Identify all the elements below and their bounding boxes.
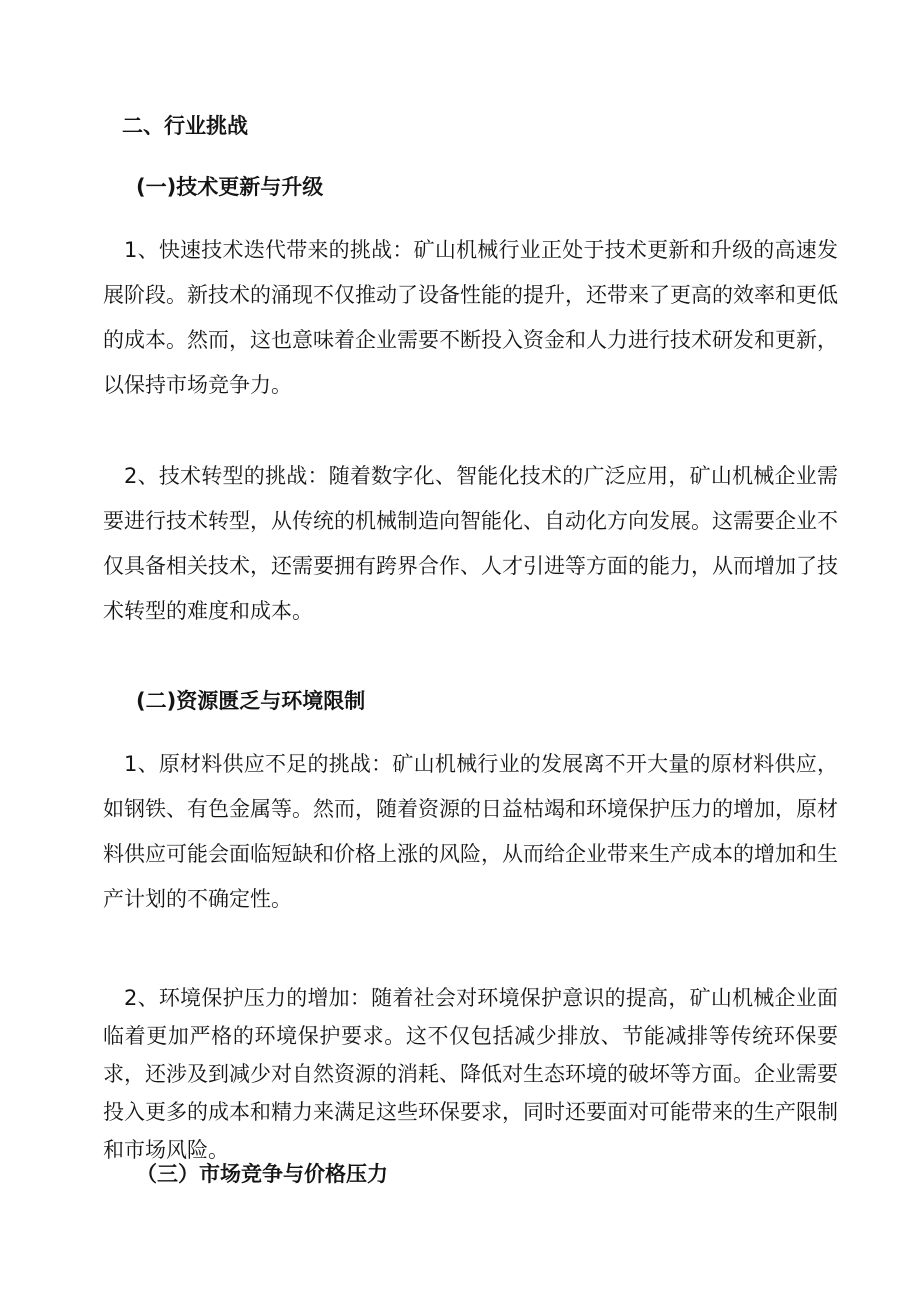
paragraph-environmental-pressure: 2、环境保护压力的增加：随着社会对环境保护意识的提高，矿山机械企业面临着更加严格的环境保护要求。这不仅包括减少排放、节能减排等传统环保要求，还涉及到减少对自然资源的消耗、降低对生态环境的破坏等方面。企业需要投入更多的成本和精力来满足这些环保要求，同时还要面对可能带来的生产限制和市场风险。: [103, 986, 838, 1162]
section-heading: 二、行业挑战: [122, 114, 248, 138]
subsection-heading-2: (二)资源匮乏与环境限制: [136, 689, 366, 713]
subsection-heading-1: (一)技术更新与升级: [136, 175, 324, 199]
subsection-heading-3: （三）市场竞争与价格压力: [136, 1162, 388, 1186]
paragraph-tech-iteration: 1、快速技术迭代带来的挑战：矿山机械行业正处于技术更新和升级的高速发展阶段。新技术的涌现不仅推动了设备性能的提升，还带来了更高的效率和更低的成本。然而，这也意味着企业需要不断投入资金和人力进行技术研发和更新，以保持市场竞争力。: [103, 238, 838, 397]
paragraph-raw-material: 1、原材料供应不足的挑战：矿山机械行业的发展离不开大量的原材料供应，如钢铁、有色金属等。然而，随着资源的日益枯竭和环境保护压力的增加，原材料供应可能会面临短缺和价格上涨的风险，从而给企业带来生产成本的增加和生产计划的不确定性。: [103, 752, 838, 911]
paragraph-tech-transformation: 2、技术转型的挑战：随着数字化、智能化技术的广泛应用，矿山机械企业需要进行技术转型，从传统的机械制造向智能化、自动化方向发展。这需要企业不仅具备相关技术，还需要拥有跨界合作、人才引进等方面的能力，从而增加了技术转型的难度和成本。: [103, 464, 838, 623]
